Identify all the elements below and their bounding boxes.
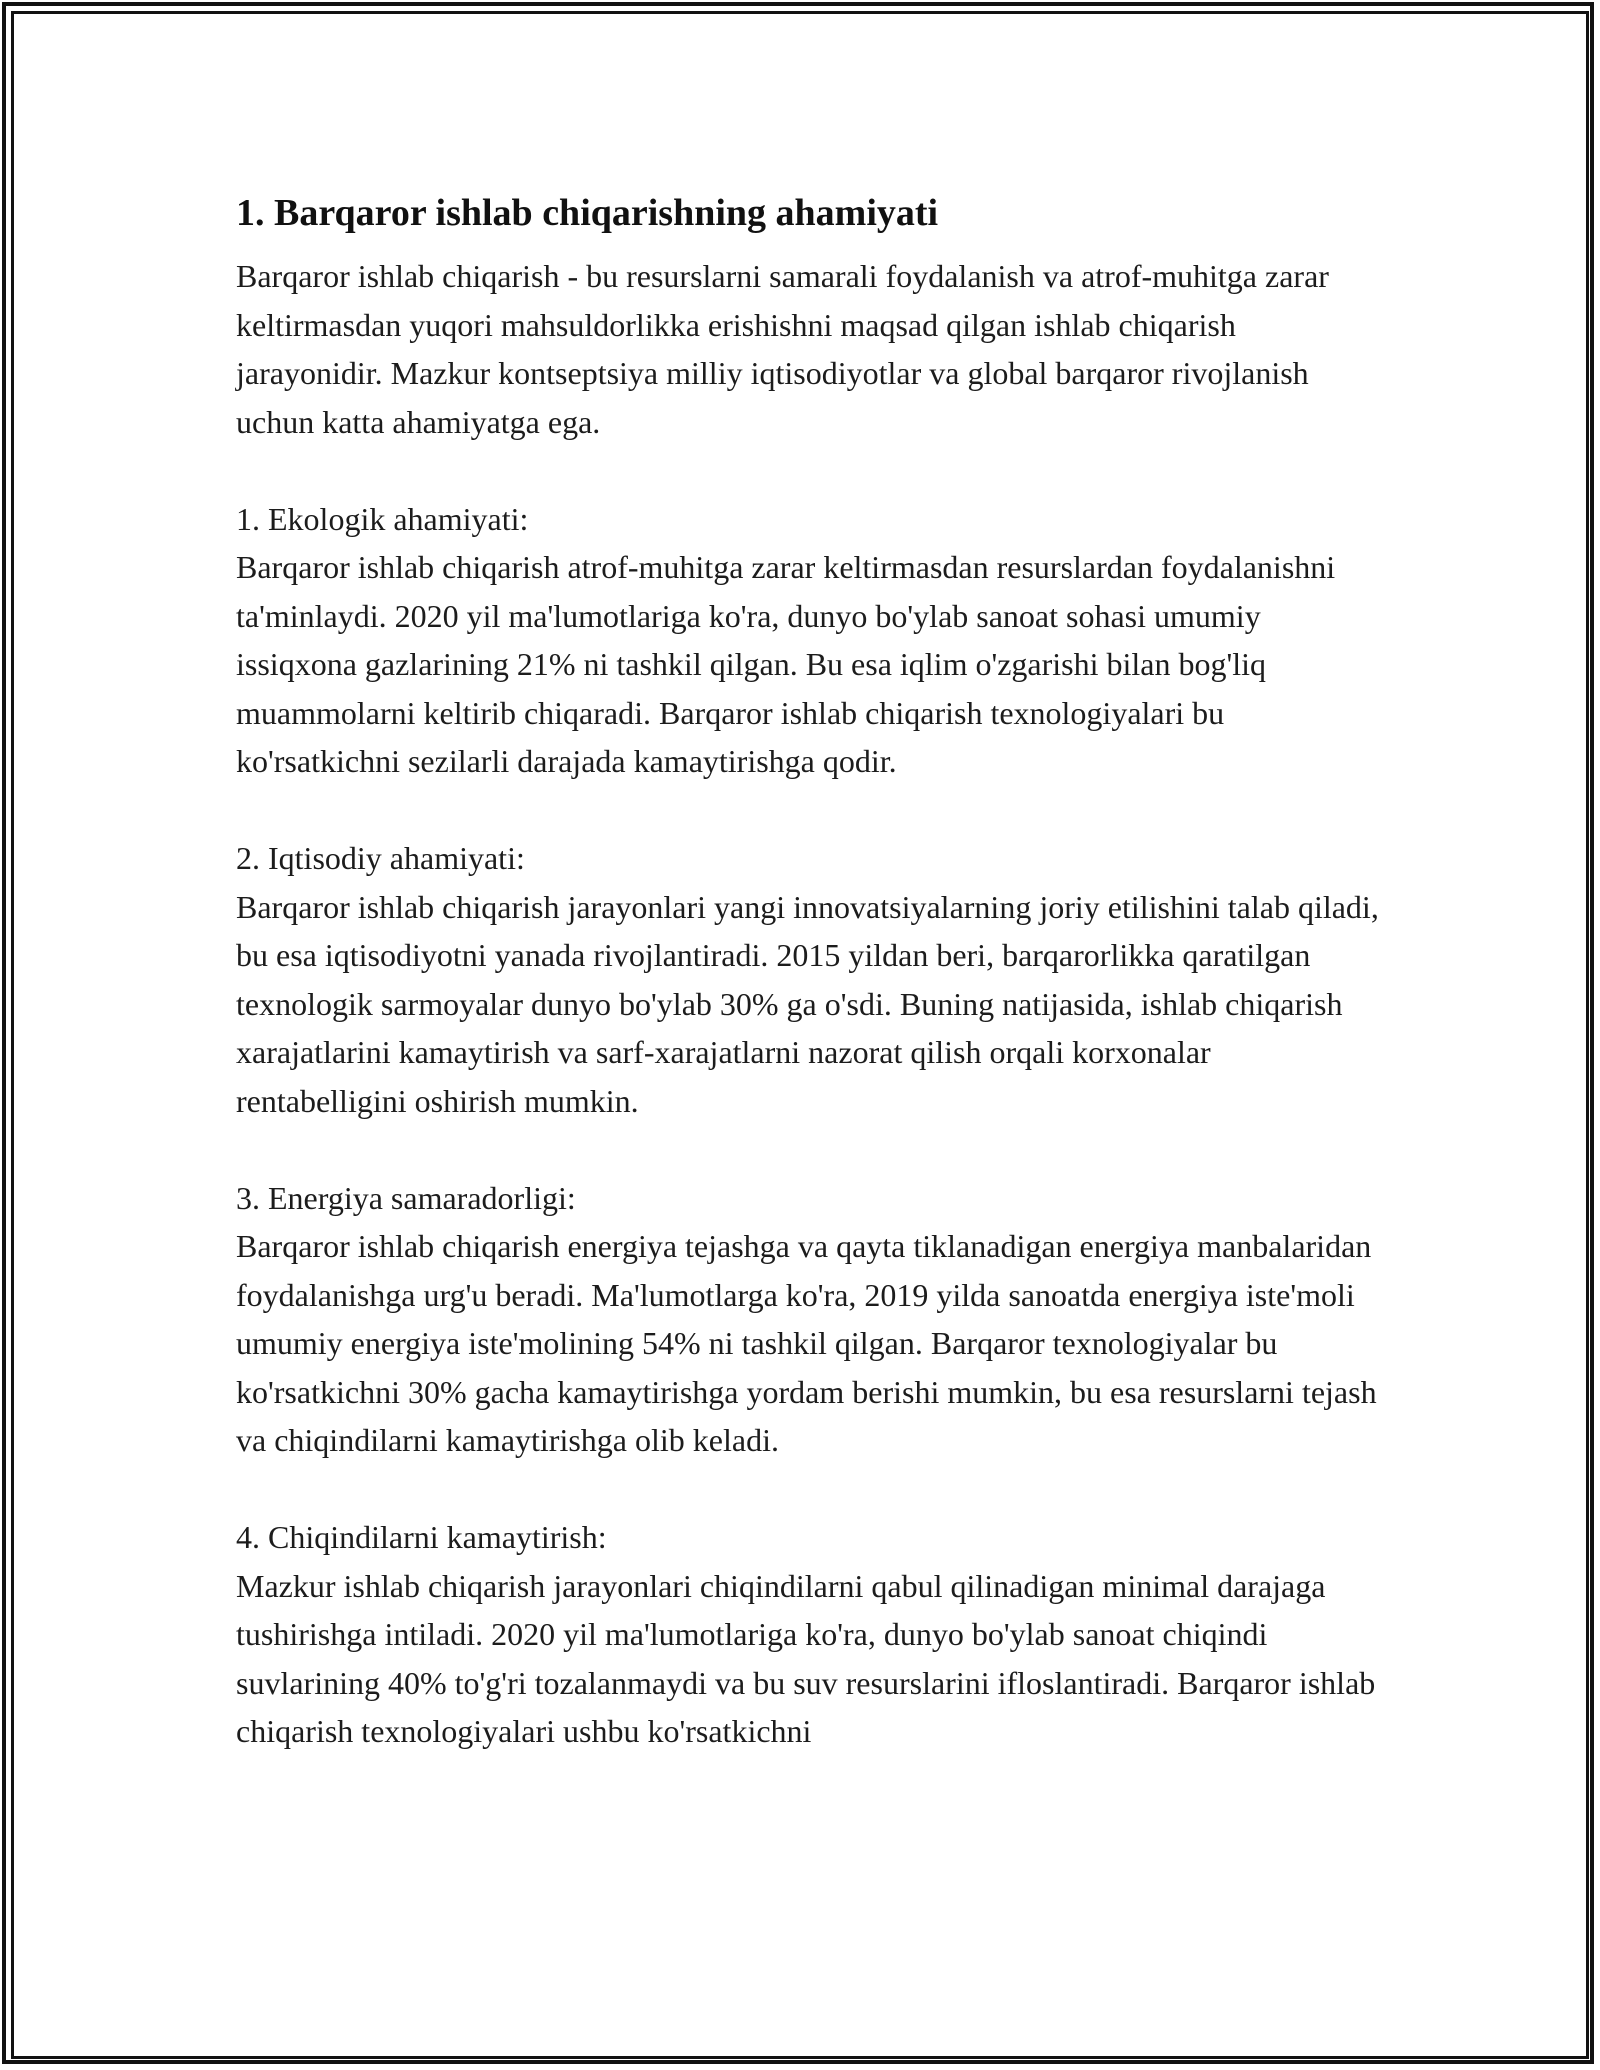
section-ecological xyxy=(236,495,1386,786)
section-heading: 1. Ekologik ahamiyati: xyxy=(236,500,529,537)
section-waste xyxy=(236,1513,1386,1756)
section-heading: 2. Iqtisodiy ahamiyati: xyxy=(236,840,525,876)
section-heading: 4. Chiqindilarni kamaytirish: xyxy=(236,1519,607,1555)
section-economic xyxy=(236,834,1386,1125)
document-title: 1. Barqaror ishlab chiqarishning ahamiyati xyxy=(236,192,939,234)
section-heading: 3. Energiya samaradorligi: xyxy=(236,1179,576,1216)
section-energy xyxy=(236,1174,1386,1465)
section-body: Barqaror ishlab chiqarish jarayonlari yangi innovatsiyalarning joriy etilishini talab qiladi, bu esa iqtisodiyotni yanada rivojlantiradi. 2015 yildan beri, barqarorlikka qaratilgan texnologik sarmoyalar dunyo bo'ylab 30% ga o'sdi. Buning natijasida, ishlab chiqarish xarajatlarini kamaytirish va sarf-xarajatlarni nazorat qilish orqali korxonalar rentabelligini oshirish mumkin. xyxy=(236,888,1379,1119)
intro-paragraph: Barqaror ishlab chiqarish - bu resurslarni samarali foydalanish va atrof-muhitga zarar keltirmasdan yuqori mahsuldorlikka erishishni maqsad qilgan ishlab chiqarish jarayonidir. Mazkur kontseptsiya milliy iqtisodiyotlar va global barqaror rivojlanish uchun katta ahamiyatga ega. xyxy=(236,258,1329,440)
document-body xyxy=(236,186,1386,1756)
section-body: Mazkur ishlab chiqarish jarayonlari chiqindilarni qabul qilinadigan minimal darajaga tushirishga intiladi. 2020 yil ma'lumotlariga ko'ra, dunyo bo'ylab sanoat chiqindi suvlarining 40% to'g'ri tozalanmaydi va bu suv resurslarini ifloslantiradi. Barqaror ishlab chiqarish texnologiyalari ushbu ko'rsatkichni xyxy=(236,1567,1376,1749)
section-body: Barqaror ishlab chiqarish atrof-muhitga zarar keltirmasdan resurslardan foydalanishni ta'minlaydi. 2020 yil ma'lumotlariga ko'ra, dunyo bo'ylab sanoat sohasi umumiy issiqxona gazlarining 21% ni tashkil qilgan. Bu esa iqlim o'zgarishi bilan bog'liq muammolarni keltirib chiqaradi. Barqaror ishlab chiqarish texnologiyalari bu ko'rsatkichni sezilarli darajada kamaytirishga qodir. xyxy=(236,549,1336,779)
section-body: Barqaror ishlab chiqarish energiya tejashga va qayta tiklanadigan energiya manbalaridan foydalanishga urg'u beradi. Ma'lumotlarga ko'ra, 2019 yilda sanoatda energiya iste'moli umumiy energiya iste'molining 54% ni tashkil qilgan. Barqaror texnologiyalar bu ko'rsatkichni 30% gacha kamaytirishga yordam berishi mumkin, bu esa resurslarni tejash va chiqindilarni kamaytirishga olib keladi. xyxy=(236,1228,1377,1458)
